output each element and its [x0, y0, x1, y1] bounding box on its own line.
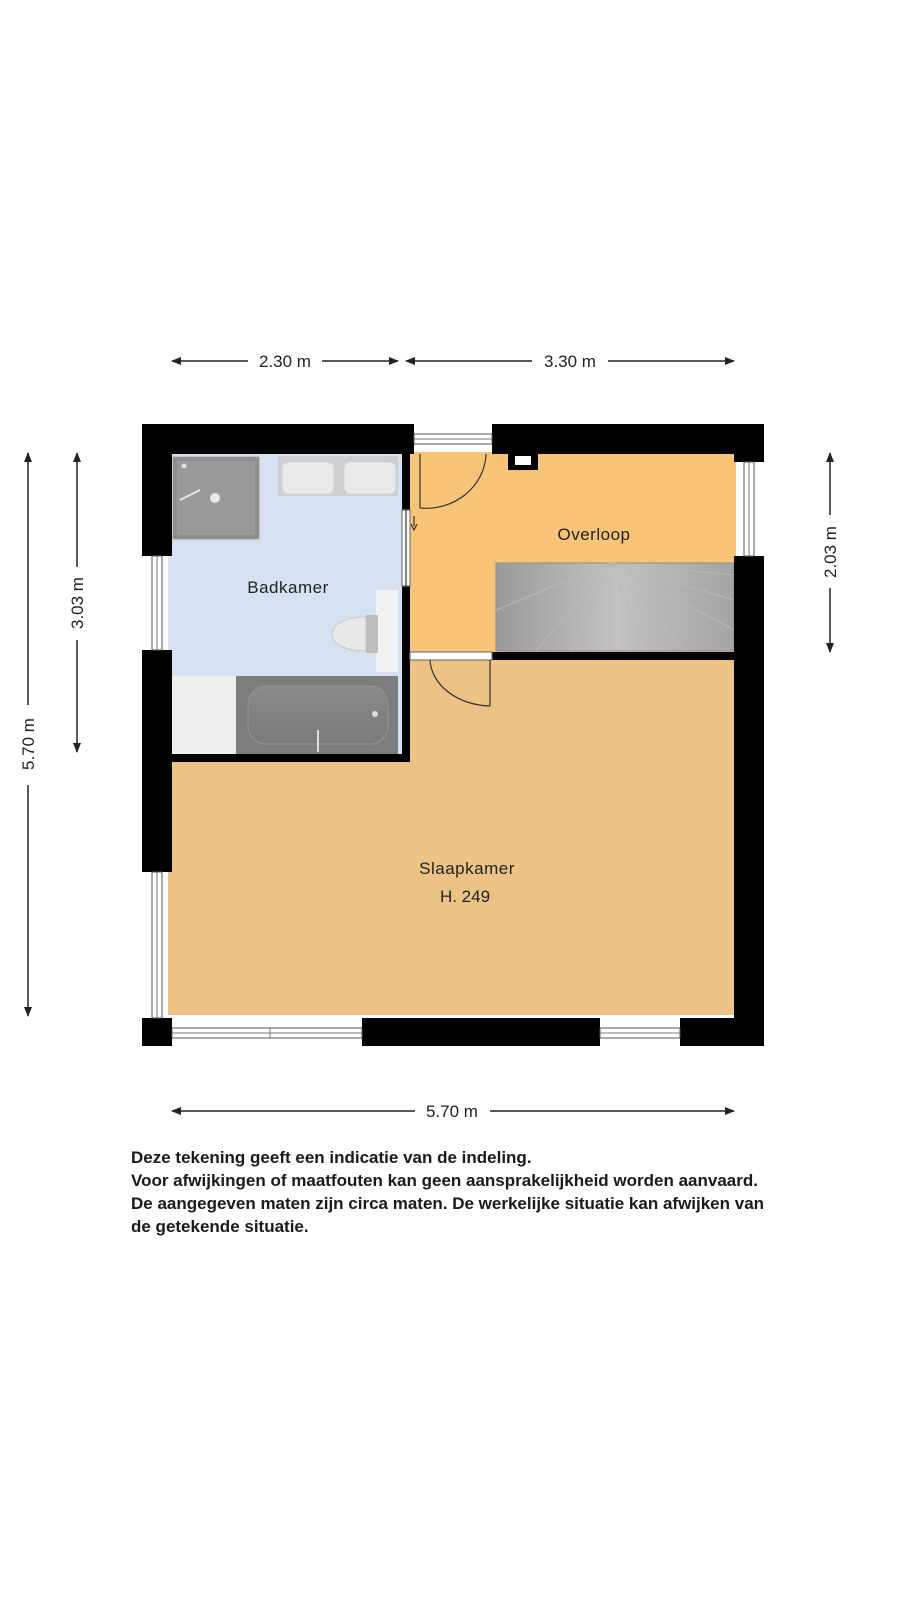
- dimension-left-outer-label: 5.70 m: [19, 718, 38, 770]
- staircase: [496, 563, 734, 651]
- disclaimer-text: [131, 1146, 891, 1238]
- room-label-overloop: Overloop: [557, 525, 631, 544]
- dimension-right: [821, 453, 840, 652]
- disclaimer-line-3: De aangegeven maten zijn circa maten. De werkelijke situatie kan afwijken van: [131, 1194, 765, 1213]
- shower-tray: [172, 456, 260, 540]
- duct-inner: [515, 456, 531, 465]
- dimension-bottom: [172, 1102, 734, 1121]
- dimension-left-outer: [19, 453, 38, 1016]
- bathtub: [172, 676, 398, 754]
- disclaimer-line-4: de getekende situatie.: [131, 1217, 309, 1236]
- dimension-top-left-label: 2.30 m: [259, 352, 311, 371]
- dimension-top-right-label: 3.30 m: [544, 352, 596, 371]
- room-label-badkamer: Badkamer: [247, 578, 329, 597]
- dimension-top-right: [406, 352, 734, 371]
- dimension-left-inner: [68, 453, 87, 752]
- disclaimer-line-1: Deze tekening geeft een indicatie van de indeling.: [131, 1148, 532, 1167]
- room-height-slaapkamer: H. 249: [439, 887, 491, 906]
- dimension-bottom-label: 5.70 m: [426, 1102, 478, 1121]
- room-label-slaapkamer: Slaapkamer: [419, 859, 515, 878]
- double-sink: [278, 456, 398, 496]
- dimension-right-label: 2.03 m: [821, 526, 840, 578]
- disclaimer-line-2: Voor afwijkingen of maatfouten kan geen aansprakelijkheid worden aanvaard.: [131, 1171, 758, 1190]
- dimension-left-inner-label: 3.03 m: [68, 577, 87, 629]
- dimension-top-left: [172, 352, 398, 371]
